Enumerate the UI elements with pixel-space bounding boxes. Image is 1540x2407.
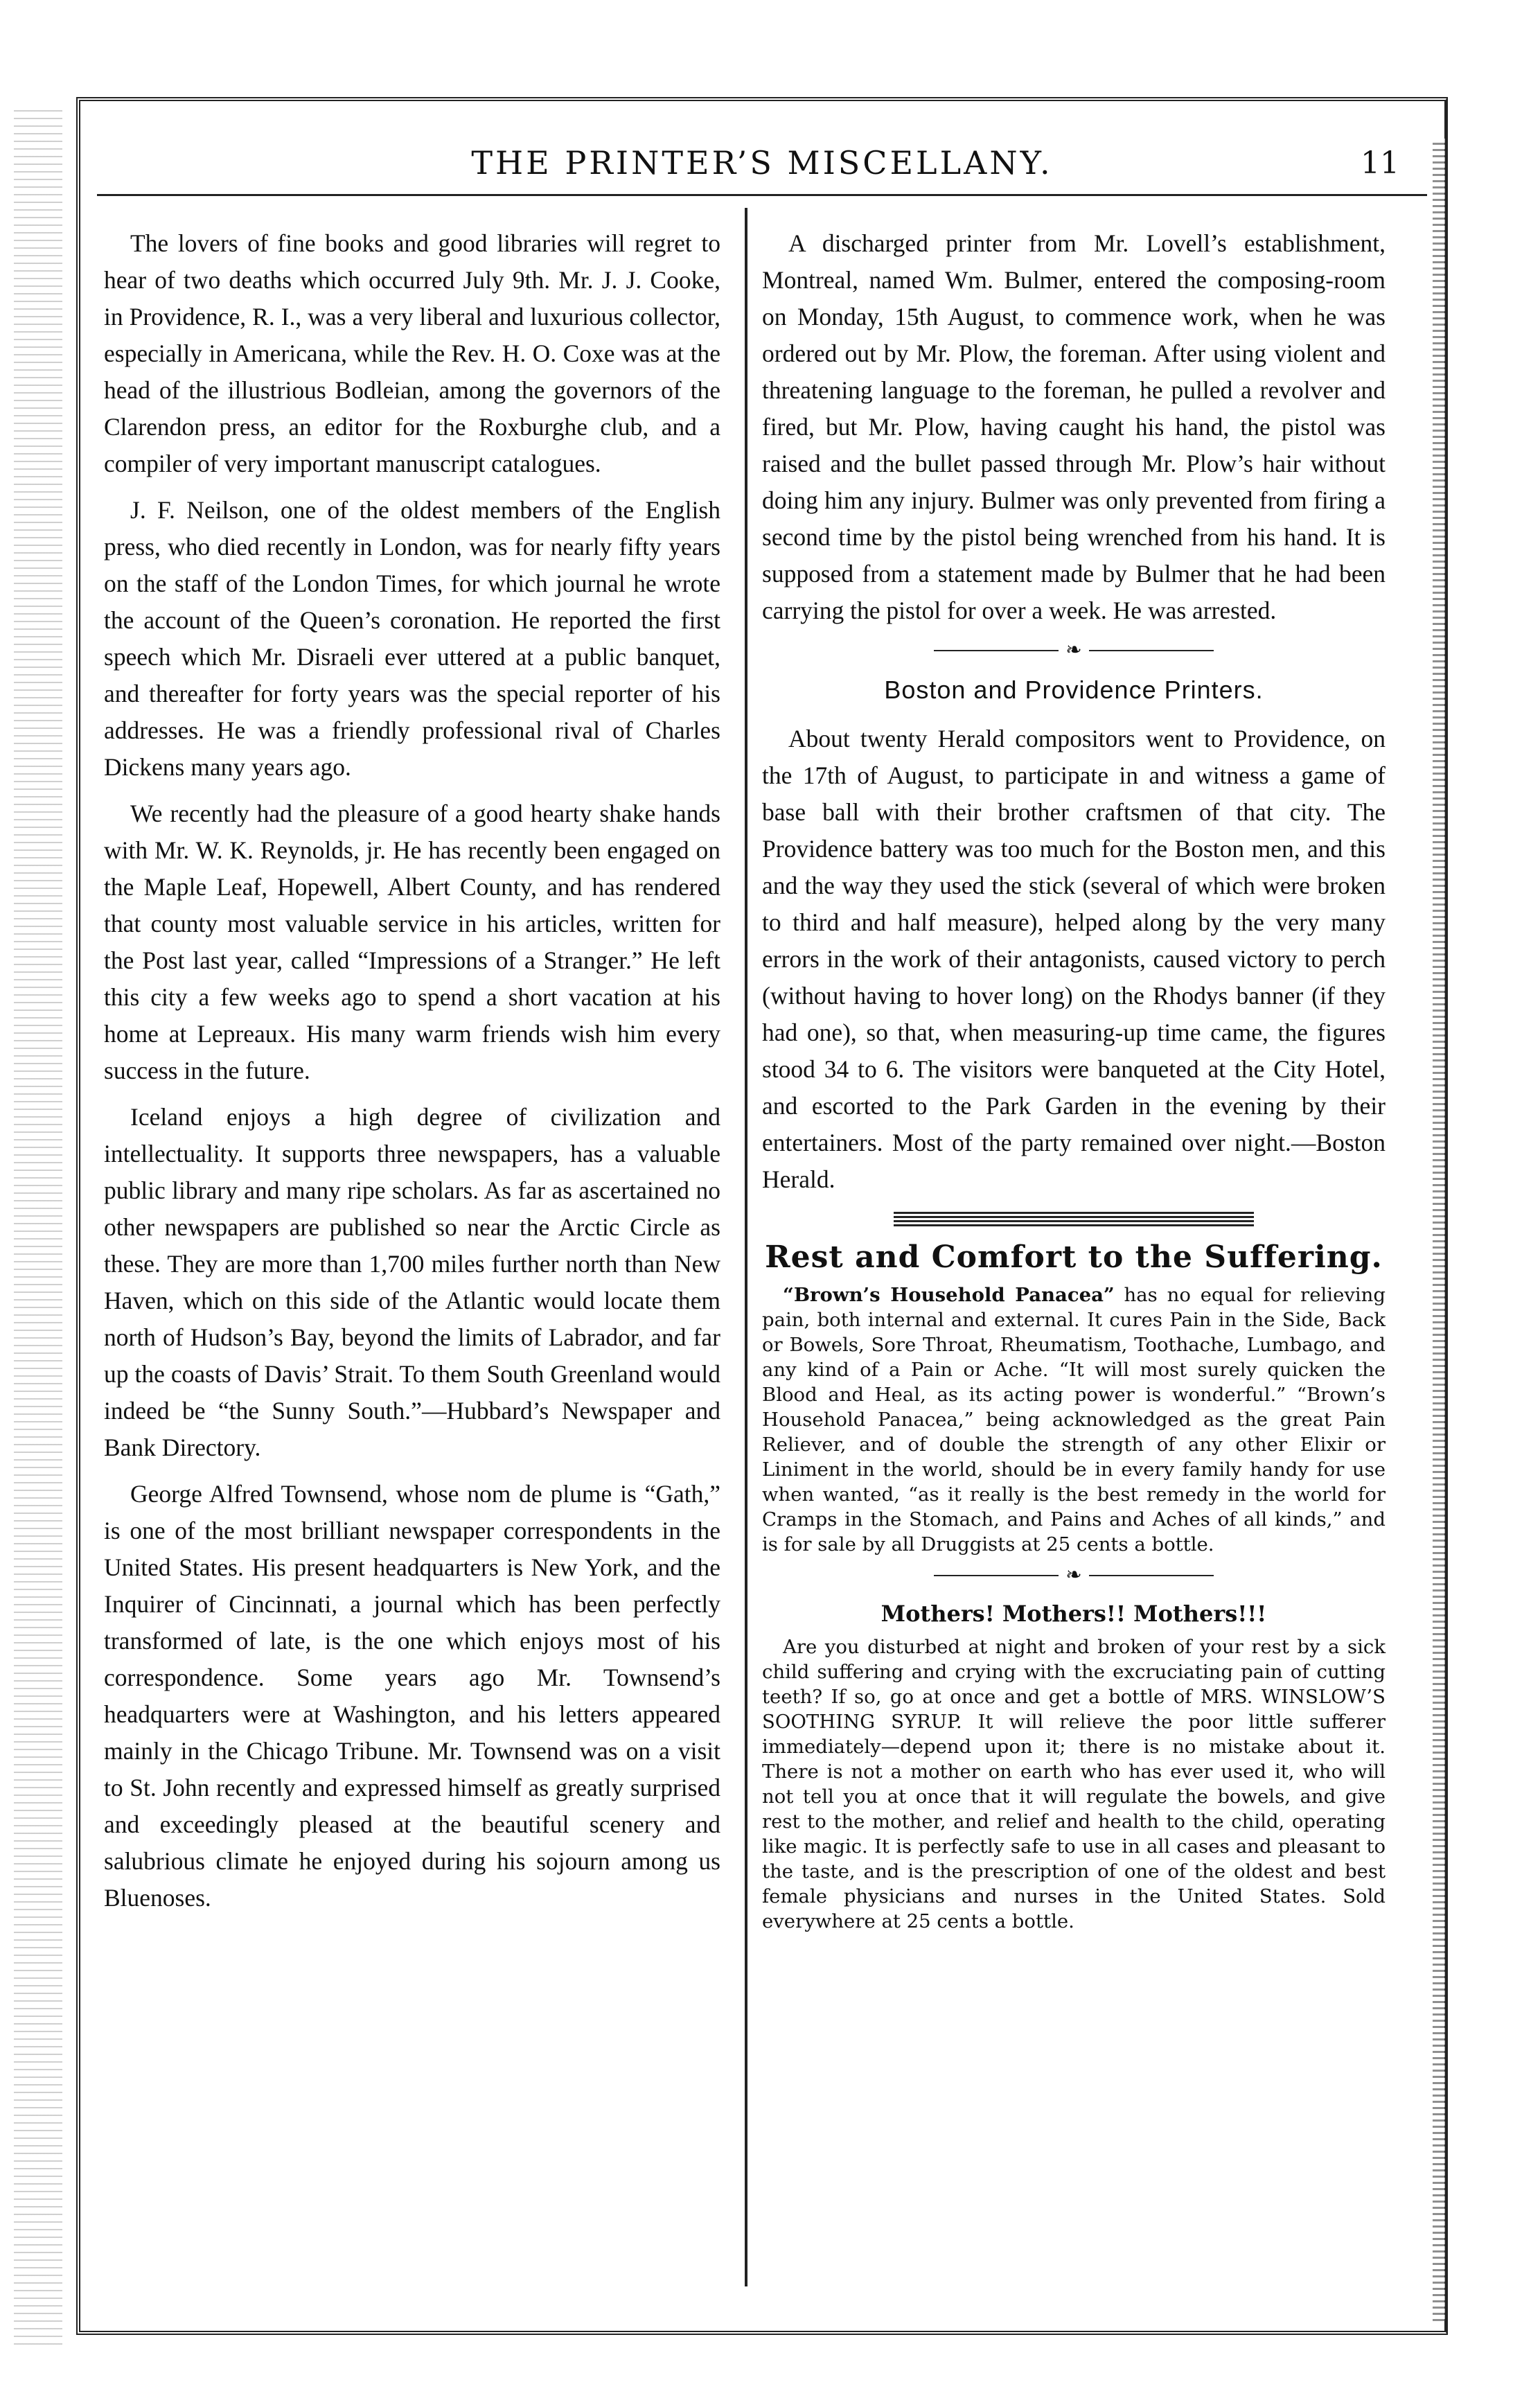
article-text: George Alfred Townsend, whose nom de plume is “Gath,” is one of the most brilliant newspaper correspondents in the United States. His present headquarters is New York, and the Inquirer of Cincinnati, a journal which has been perfectly transformed of late, is the one which enjoys most of his correspondence. Some years ago Mr. Townsend’s headquarters were at Washington, and his letters appeared mainly in the Chicago Tribune. Mr. Townsend was on a visit to St. John recently and expressed himself as greatly surprised and exceedingly pleased at the beautiful scenery and salubrious climate he enjoyed during his sojourn among us Bluenoses. xyxy=(104,1480,720,1912)
section-subhead: Boston and Providence Printers. xyxy=(884,676,1264,705)
ad-title: Rest and Comfort to the Suffering. xyxy=(765,1240,1383,1276)
divider-line xyxy=(934,650,1059,651)
binding-edge xyxy=(14,104,62,2349)
article-text: About twenty Herald compositors went to Providence, on the 17th of August, to participate in and witness a game of base ball with their brother craftsmen of that city. The Providence battery was too much for the Boston men, and this and the way they used the stick (several of which were broken to third and half measure), helped along by the very many errors in the work of their antagonists, caused victory to perch (without having to hover long) on the Rhodys banner (if they had one), so that, when measuring-up time came, the figures stood 34 to 6. The visitors were banqueted at the City Hotel, and escorted to the Park Garden in the evening by their entertainers. Most of the party remained over night.—Boston Herald. xyxy=(762,725,1386,1194)
ad-title: Mothers! Mothers!! Mothers!!! xyxy=(880,1601,1267,1628)
ad-text: Are you disturbed at night and broken of your rest by a sick child suffering and crying with the excruciating pain of cutting teeth? If so, go at once and get a bottle of MRS. WINSLOW’S SOOTHING SYRUP. It will relieve the poor little sufferer immediately—depend upon it; there is no mistake about it. There is not a mother on earth who has ever used it, who will not tell you at once that it will regulate the bowels, and give rest to the mother, and relief and health to the child, operating like magic. It is perfectly safe to use in all cases and pleasant to the taste, and is the prescription of one of the oldest and best female physicians and nurses in the United States. Sold everywhere at 25 cents a bottle. xyxy=(762,1636,1386,1933)
article-iceland xyxy=(104,1099,720,1466)
ornamental-divider xyxy=(762,1564,1386,1586)
divider-line xyxy=(1089,1575,1214,1576)
article-neilson xyxy=(104,492,720,786)
article-text: We recently had the pleasure of a good hearty shake hands with Mr. W. K. Reynolds, jr. He has recently been engaged on the Maple Leaf, Hopewell, Albert County, and has rendered that county most valuable service in his articles, written for the Post last year, called “Impressions of a Stranger.” He left this city a few weeks ago to spend a short vacation at his home at Lepreaux. His many warm friends wish him every success in the future. xyxy=(104,800,720,1084)
right-column xyxy=(762,225,1386,1941)
article-reynolds xyxy=(104,795,720,1089)
ad-text xyxy=(762,1282,1386,1557)
ad-body: has no equal for relieving pain, both internal and external. It cures Pain in the Side, Back or Bowels, Sore Throat, Rheumatism, Toothache, Lumbago, and any kind of a Pain or Ache. “It will most surely quicken the Blood and Heal, as its acting power is wonderful.” “Brown’s Household Panacea,” being acknowledged as the great Pain Reliever, and of double the strength of any other Elixir or Liniment in the world, should be in every family handy for use when wanted, “as it really is the best remedy in the world for Cramps in the Stomach, and Pains and Aches of all kinds,” and is for sale by all Druggists at 25 cents a bottle. xyxy=(762,1284,1386,1556)
ornamental-divider xyxy=(762,639,1386,661)
article-boston-printers xyxy=(762,721,1386,1198)
ad-lead: “Brown’s Household Panacea” xyxy=(783,1284,1115,1307)
article-text: Iceland enjoys a high degree of civilization and intellectuality. It supports three newspapers, has a valuable public library and many ripe scholars. As far as ascertained no other newspapers are published so near the Arctic Circle as these. They are more than 1,700 miles further north than New Haven, which on this side of the Atlantic would locate them north of Hudson’s Bay, beyond the limits of Labrador, and far up the coasts of Davis’ Strait. To them South Greenland would indeed be “the Sunny South.”—Hubbard’s Newspaper and Bank Directory. xyxy=(104,1103,720,1461)
ornament-icon: ❧ xyxy=(1065,640,1082,662)
ornament-icon: ❧ xyxy=(1065,1564,1082,1587)
article-montreal-printer xyxy=(762,225,1386,629)
divider-line xyxy=(934,1575,1059,1576)
divider-line xyxy=(1089,650,1214,651)
right-border-texture xyxy=(1433,139,1445,2321)
article-text: A discharged printer from Mr. Lovell’s establishment, Montreal, named Wm. Bulmer, entered the composing-room on Monday, 15th August, to commence work, when he was ordered out by Mr. Plow, the foreman. After using violent and threatening language to the foreman, he pulled a revolver and fired, but Mr. Plow, having caught his hand, the pistol was raised and the bullet passed through Mr. Plow’s hair without doing him any injury. Bulmer was only prevented from firing a second time by the pistol being wrenched from his hand. It is supposed from a statement made by Bulmer that he had been carrying the pistol for over a week. He was arrested. xyxy=(762,229,1386,624)
advertisement-rule xyxy=(894,1212,1254,1227)
article-text: J. F. Neilson, one of the oldest members of the English press, who died recently in London, was for nearly fifty years on the staff of the London Times, for which journal he wrote the account of the Queen’s coronation. He reported the first speech which Mr. Disraeli ever uttered at a public banquet, and thereafter for forty years was the special reporter of his addresses. He was a friendly professional rival of Charles Dickens many years ago. xyxy=(104,496,720,781)
article-townsend xyxy=(104,1476,720,1916)
advertisement-syrup xyxy=(762,1600,1386,1934)
page-title: THE PRINTER’S MISCELLANY. xyxy=(471,144,1053,182)
article-text: The lovers of fine books and good libraries will regret to hear of two deaths which occurred July 9th. Mr. J. J. Cooke, in Providence, R. I., was a very liberal and luxurious collector, especially in Americana, while the Rev. H. O. Coxe was at the head of the illustrious Bodleian, among the governors of the Clarendon press, an editor for the Roxburghe club, and a compiler of very important manuscript catalogues. xyxy=(104,229,720,477)
page-header xyxy=(97,132,1427,196)
page-number: 11 xyxy=(1361,146,1399,181)
left-column xyxy=(104,225,720,1926)
advertisement-panacea xyxy=(762,1240,1386,1557)
column-divider xyxy=(745,208,747,2286)
article-book-collectors xyxy=(104,225,720,482)
